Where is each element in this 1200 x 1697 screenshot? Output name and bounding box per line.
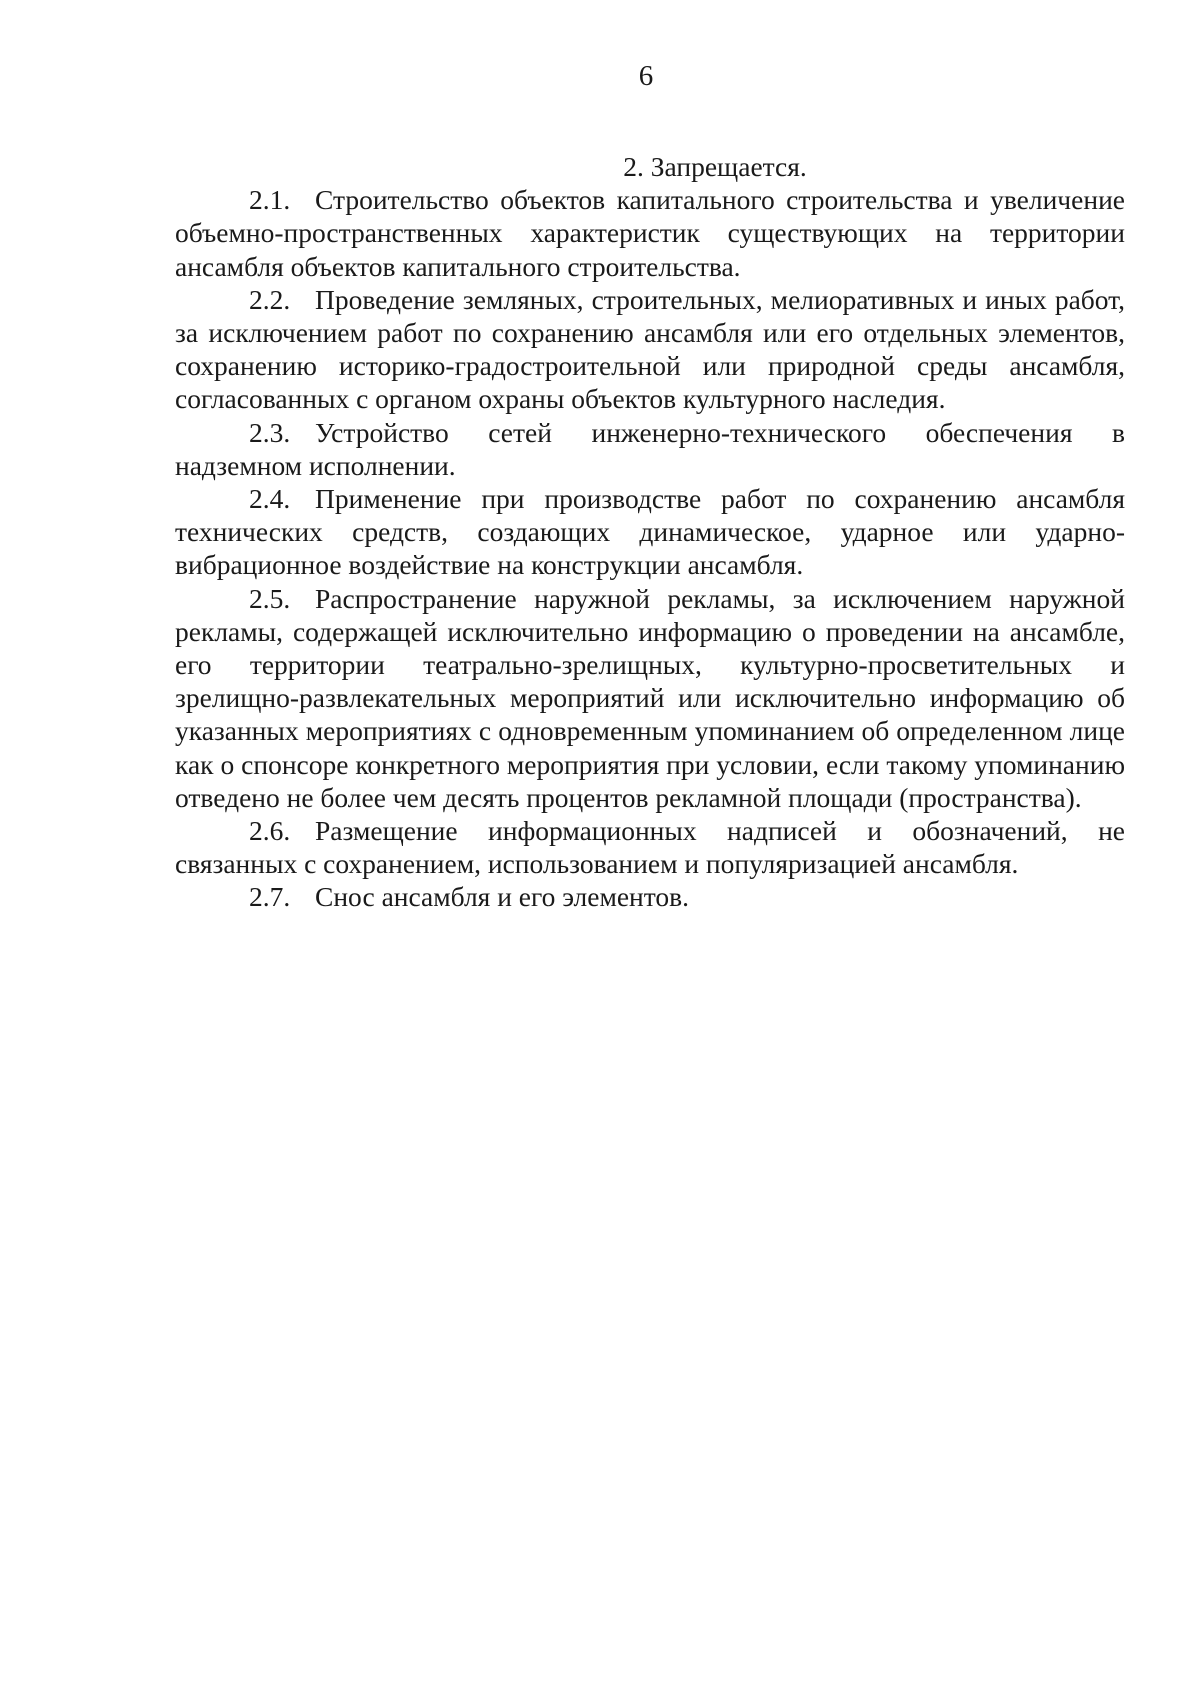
document-body bbox=[175, 150, 1125, 914]
item-number: 2.5. bbox=[249, 582, 291, 614]
list-item bbox=[175, 416, 1125, 482]
item-number: 2.7. bbox=[249, 881, 291, 913]
item-text: Размещение информационных надписей и обозначений, не связанных с сохранением, использованием и популяризацией ансамбля. bbox=[175, 815, 1125, 880]
item-text: Проведение земляных, строительных, мелиоративных и иных работ, за исключением работ по сохранению ансамбля или его отдельных элементов, сохранению историко-градостроительной или природной среды ансамбля, согласованных с органом охраны объектов культурного наследия. bbox=[175, 283, 1125, 415]
item-number: 2.6. bbox=[249, 815, 291, 847]
list-item bbox=[175, 183, 1125, 283]
list-item bbox=[175, 582, 1125, 814]
item-text: Применение при производстве работ по сохранению ансамбля технических средств, создающих динамическое, ударное или ударно-вибрационное воздействие на конструкции ансамбля. bbox=[175, 483, 1125, 581]
list-item bbox=[175, 880, 1125, 913]
page-number: 6 bbox=[638, 60, 654, 92]
item-text: Устройство сетей инженерно-технического обеспечения в надземном исполнении. bbox=[175, 416, 1125, 481]
item-number: 2.2. bbox=[249, 283, 291, 315]
section-title: 2. Запрещается. bbox=[623, 151, 807, 182]
item-number: 2.4. bbox=[249, 483, 291, 515]
list-item bbox=[175, 482, 1125, 582]
item-text: Распространение наружной рекламы, за исключением наружной рекламы, содержащей исключительно информацию о проведении на ансамбле, его территории театрально-зрелищных, культурно-просветительных и зрелищно-развлекательных мероприятий или исключительно информацию об указанных мероприятиях с одновременным упоминанием об определенном лице как о спонсоре конкретного мероприятия при условии, если такому упоминанию отведено не более чем десять процентов рекламной площади (пространства). bbox=[175, 582, 1125, 813]
list-item bbox=[175, 283, 1125, 416]
item-number: 2.1. bbox=[249, 184, 291, 216]
item-number: 2.3. bbox=[249, 416, 291, 448]
list-item bbox=[175, 814, 1125, 880]
item-text: Строительство объектов капитального строительства и увеличение объемно-пространственных характеристик существующих на территории ансамбля объектов капитального строительства. bbox=[175, 184, 1125, 282]
item-text: Снос ансамбля и его элементов. bbox=[315, 881, 690, 913]
